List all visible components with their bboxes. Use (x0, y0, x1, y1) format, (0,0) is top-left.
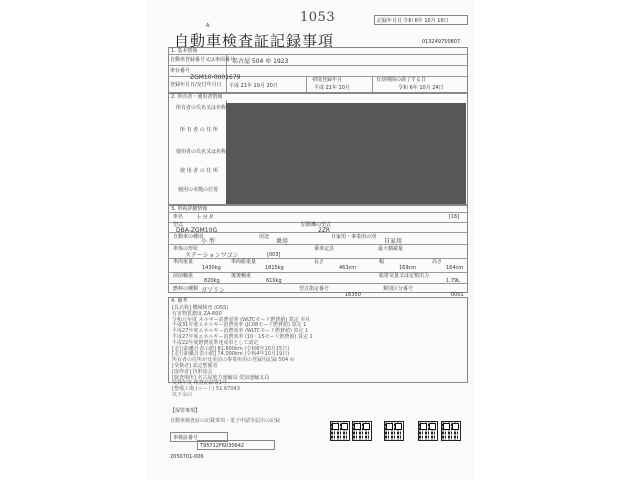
gross-label: 車両総重量 (231, 259, 257, 265)
storage-label: 【保管事項】 (170, 408, 201, 414)
remark-line: [整備工場 (コード) 51 67043 (172, 386, 240, 393)
capacity-label: 乗車定員 (314, 246, 335, 252)
user-name-label: 使用者の氏名又は名称 (176, 149, 227, 155)
qr-code-icon (418, 421, 438, 441)
model-label: 型式 (173, 222, 184, 228)
expiry-value: 令和 6年 10月 24日 (398, 85, 444, 91)
owner-address-label: 所 有 者 の 住 所 (180, 127, 218, 133)
kind-label: 自動車の種別 (173, 234, 204, 240)
remark-line: [走行距離計表示値] 81,600km (令和6年10月15日) (172, 345, 290, 352)
remark-line: 所有者の住所が変更前の事業所用の登録用記録 504 ゆ (172, 357, 295, 364)
remark-line: 令和元年度 ネルギー消費効率 (WLTCモード燃費値) 算定 本社 (172, 316, 311, 323)
height-value: 164cm (446, 265, 464, 271)
maker-value: トヨタ (196, 214, 215, 221)
handwritten-number: 1053 (300, 10, 336, 25)
vin-label: 車台番号 (170, 68, 191, 74)
width-label: 幅 (379, 259, 385, 265)
vehicle-details-header: 3. 車両詳細情報 (171, 206, 208, 212)
serial-value: T95712F6030642 (200, 443, 245, 449)
remark-line: [具名称] 機械検査 (OSS) (172, 305, 229, 311)
first-registration-label: 初度登録年月 (312, 77, 343, 83)
remark-line: 平成31年度エネルギー消費効率 (JC08モード燃費値) 算定 1 (172, 322, 307, 329)
registration-number-value: 名古屋 504 ゆ 1923 (232, 58, 289, 65)
model-no-value: 16350 (345, 292, 361, 298)
length-value: 463cm (339, 265, 357, 271)
user-address-label: 使 用 者 の 住 所 (180, 168, 218, 174)
issue-date-value: 令和 6年 10月 16日 (403, 18, 449, 24)
maker-code: [16] (449, 214, 460, 220)
weight-value: 1430kg (202, 265, 221, 271)
redacted-owner-info (226, 103, 466, 204)
rear-axle-label: 後後軸重 (231, 273, 252, 279)
rear-axle-value: 610kg (266, 278, 282, 284)
remark-line: 平成27年度エネルギー消費効率 (10・15モード燃費値) 算定 1 (172, 333, 313, 340)
length-label: 長さ (314, 259, 325, 265)
owner-user-header: 2. 所有者・使用者情報 (171, 94, 223, 100)
fuel-value: ガソリン (201, 287, 226, 294)
use-value: 乗用 (276, 238, 289, 245)
vin-value: ZGM10-0001679 (190, 74, 241, 81)
model-no-label: 型式指定番号 (299, 286, 330, 292)
owner-type-value: 自家用 (384, 238, 403, 245)
body-code: [003] (267, 252, 281, 258)
owner-name-label: 所有者の氏名又は名称 (176, 105, 227, 111)
remark-line: 以下余白 (172, 391, 193, 398)
issue-date-box (374, 15, 468, 25)
body-label: 車体の形状 (173, 246, 199, 252)
height-label: 高さ (432, 259, 443, 265)
owner-type-label: 自家用・事業用の別 (331, 234, 377, 240)
basic-info-header: 1. 基本情報 (171, 48, 198, 54)
body-value: ステーションワゴン (185, 252, 239, 259)
serial-label: 車検証番号 (173, 435, 199, 441)
document-title: 自動車検査証記録事項 (174, 32, 335, 50)
bottom-code: 2050701-006 (170, 454, 204, 460)
engine-value: 2ZR (318, 227, 331, 234)
remark-line: [取得者] 技術協会 (172, 368, 213, 375)
base-location-label: 使用の本拠の位置 (178, 187, 219, 193)
class-no-label: 類別区分番号 (383, 286, 414, 292)
max-load-label: 最大積載量 (378, 246, 404, 252)
qr-code-icon (330, 421, 350, 441)
class-no-value: 0001 (451, 292, 464, 298)
registration-date-value: 平成 21年 10月 20日 (229, 83, 278, 89)
qr-code-icon (384, 421, 404, 441)
expiry-label: 有効期間の満了する日 (376, 77, 427, 83)
fuel-label: 燃料の種類 (173, 286, 199, 292)
remark-line: [走行距離計表示値] 74,000km (令和4年10月19日) (172, 351, 290, 358)
document-number: 013249750807 (422, 39, 461, 45)
model-value: DBA-ZGM10G (176, 227, 218, 234)
issue-date-label: 記録年月日 (377, 18, 403, 24)
remark-line: [検査場所] 名古屋地方運輸局 愛知運輸支局 (172, 374, 270, 381)
registration-number-label: 自動車登録番号又は車両番号 (170, 57, 236, 63)
displacement-value: 1.79L (446, 278, 460, 284)
gross-value: 1815kg (265, 265, 284, 271)
maker-label: 車名 (173, 214, 184, 220)
use-label: 用途 (259, 234, 270, 240)
remark-line: [受検者] 認定整備者 (172, 362, 218, 369)
front-axle-label: 前前軸重 (173, 273, 194, 279)
weight-label: 車両重量 (173, 259, 194, 265)
engine-label: 原動機の型式 (301, 222, 332, 228)
remarks-header: 4. 備考 (171, 298, 188, 304)
remark-line: 有害物質濃度 ZA-600 (172, 310, 222, 317)
first-registration-value: 平成 21年 10月 (314, 85, 350, 91)
remark-line: 平成27年度エネルギー消費効率 (WLTCモード燃費値) 算定 1 (172, 328, 309, 335)
serial-value-box (197, 440, 275, 450)
remark-line: 平成22年度燃費基準達成車として認定 (172, 339, 259, 346)
qr-code-icon (441, 421, 461, 441)
storage-text: 自動車検査証の記載事項・電子申請等届出の記録 (170, 418, 281, 424)
corner-mark: A (206, 23, 210, 29)
front-axle-value: 820kg (204, 278, 220, 284)
qr-code-icon (352, 421, 372, 441)
displacement-label: 総排気量又は定格出力 (379, 273, 430, 279)
width-value: 169cm (399, 265, 417, 271)
registration-date-label: 登録年月日/交付年月日 (170, 82, 222, 88)
remarks-notes (172, 305, 313, 398)
kind-value: 小 型 (201, 238, 215, 245)
remark-line: 受検年度 検査記録第1号 (172, 380, 227, 387)
